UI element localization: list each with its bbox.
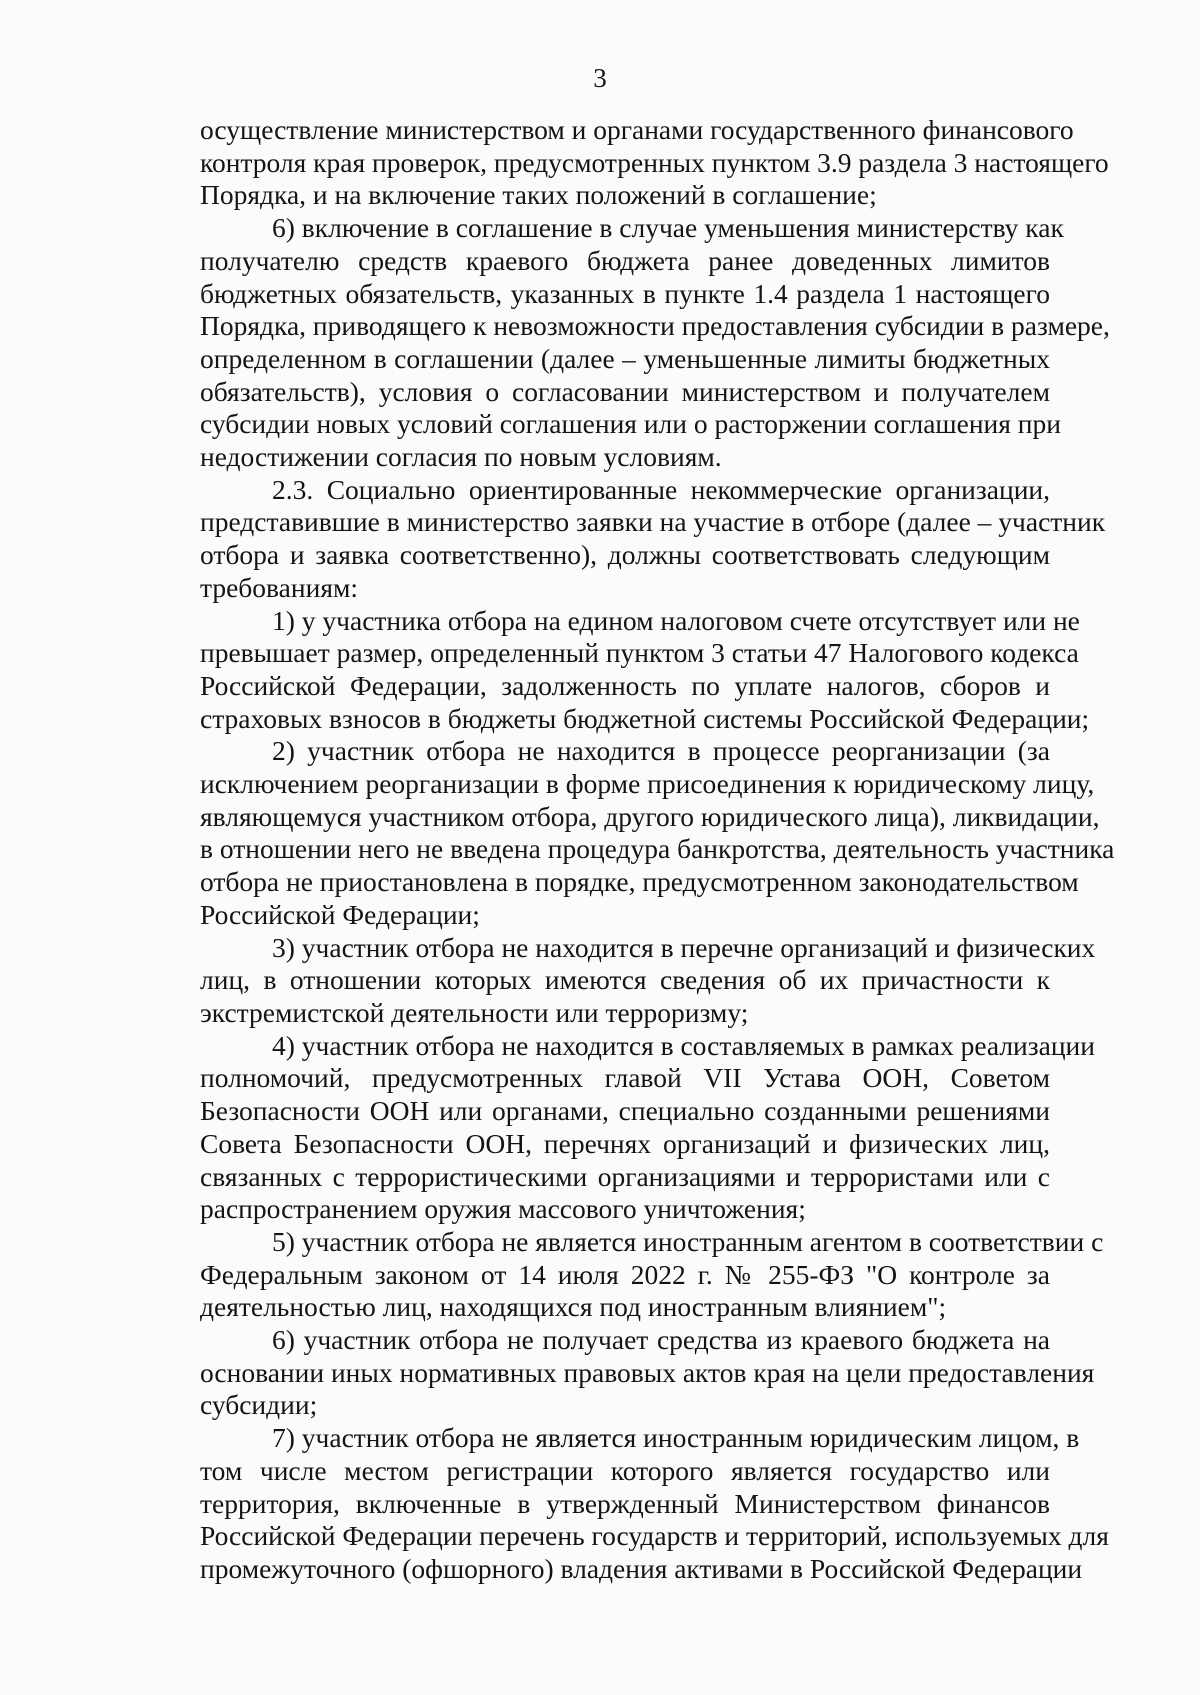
text-line: распространением оружия массового уничтожения; xyxy=(200,1193,806,1225)
text-line: отбора не приостановлена в порядке, предусмотренном законодательством xyxy=(200,866,1079,898)
text-line: 6) участник отбора не получает средства из краевого бюджета на xyxy=(272,1324,1050,1356)
text-line: получателю средств краевого бюджета ранее доведенных лимитов xyxy=(200,244,1050,276)
text-line: обязательств), условия о согласовании министерством и получателем xyxy=(200,375,1050,407)
text-line: Порядка, приводящего к невозможности предоставления субсидии в размере, xyxy=(200,310,1110,342)
text-line: территория, включенные в утвержденный Министерством финансов xyxy=(200,1487,1050,1519)
text-line: бюджетных обязательств, указанных в пункте 1.4 раздела 1 настоящего xyxy=(200,277,1050,309)
text-line: являющемуся участником отбора, другого юридического лица), ликвидации, xyxy=(200,800,1100,832)
text-line: экстремистской деятельности или терроризму; xyxy=(200,996,749,1028)
text-line: Совета Безопасности ООН, перечнях организаций и физических лиц, xyxy=(200,1127,1050,1159)
text-line: исключением реорганизации в форме присоединения к юридическому лицу, xyxy=(200,768,1095,800)
text-line: основании иных нормативных правовых актов края на цели предоставления xyxy=(200,1356,1095,1388)
text-line: полномочий, предусмотренных главой VII Устава ООН, Советом xyxy=(200,1062,1050,1094)
text-line: Российской Федерации перечень государств и территорий, используемых для xyxy=(200,1520,1109,1552)
text-line: осуществление министерством и органами государственного финансового xyxy=(200,114,1074,145)
text-line: Российской Федерации; xyxy=(200,898,480,930)
text-line: 7) участник отбора не является иностранным юридическим лицом, в xyxy=(272,1422,1080,1454)
text-line: промежуточного (офшорного) владения активами в Российской Федерации xyxy=(200,1552,1083,1584)
text-line: 6) включение в соглашение в случае уменьшения министерству как xyxy=(272,212,1064,244)
text-line: страховых взносов в бюджеты бюджетной системы Российской Федерации; xyxy=(200,702,1090,734)
text-line: Федеральным законом от 14 июля 2022 г. № 255-ФЗ "О контроле за xyxy=(200,1258,1050,1290)
text-line: Российской Федерации, задолженность по уплате налогов, сборов и xyxy=(200,669,1050,701)
text-line: субсидии; xyxy=(200,1389,318,1421)
text-line: 1) у участника отбора на едином налоговом счете отсутствует или не xyxy=(272,604,1080,636)
text-line: представившие в министерство заявки на участие в отборе (далее – участник xyxy=(200,506,1106,538)
text-line: 2) участник отбора не находится в процессе реорганизации (за xyxy=(272,735,1050,767)
text-line: связанных с террористическими организациями и террористами или с xyxy=(200,1160,1050,1192)
text-line: 2.3. Социально ориентированные некоммерческие организации, xyxy=(272,473,1050,505)
text-line: контроля края проверок, предусмотренных пунктом 3.9 раздела 3 настоящего xyxy=(200,146,1109,178)
text-line: 5) участник отбора не является иностранным агентом в соответствии с xyxy=(272,1225,1104,1257)
page-number: 3 xyxy=(593,63,607,93)
text-line: определенном в соглашении (далее – уменьшенные лимиты бюджетных xyxy=(200,342,1050,374)
text-line: 3) участник отбора не находится в перечне организаций и физических xyxy=(272,931,1096,963)
text-line: недостижении согласия по новым условиям. xyxy=(200,441,722,473)
text-line: превышает размер, определенный пунктом 3 статьи 47 Налогового кодекса xyxy=(200,637,1079,669)
text-line: деятельностью лиц, находящихся под иностранным влиянием"; xyxy=(200,1291,947,1323)
text-line: Безопасности ООН или органами, специально созданными решениями xyxy=(200,1095,1050,1127)
document-body xyxy=(200,114,1115,1586)
text-line: отбора и заявка соответственно), должны соответствовать следующим xyxy=(200,539,1050,571)
text-line: требованиям: xyxy=(200,571,359,603)
text-line: субсидии новых условий соглашения или о расторжении соглашения при xyxy=(200,408,1061,440)
text-line: лиц, в отношении которых имеются сведения об их причастности к xyxy=(200,964,1050,996)
text-line: том числе местом регистрации которого является государство или xyxy=(200,1454,1050,1486)
text-line: в отношении него не введена процедура банкротства, деятельность участника xyxy=(200,833,1115,865)
text-line: 4) участник отбора не находится в составляемых в рамках реализации xyxy=(272,1029,1095,1061)
text-line: Порядка, и на включение таких положений в соглашение; xyxy=(200,179,877,211)
